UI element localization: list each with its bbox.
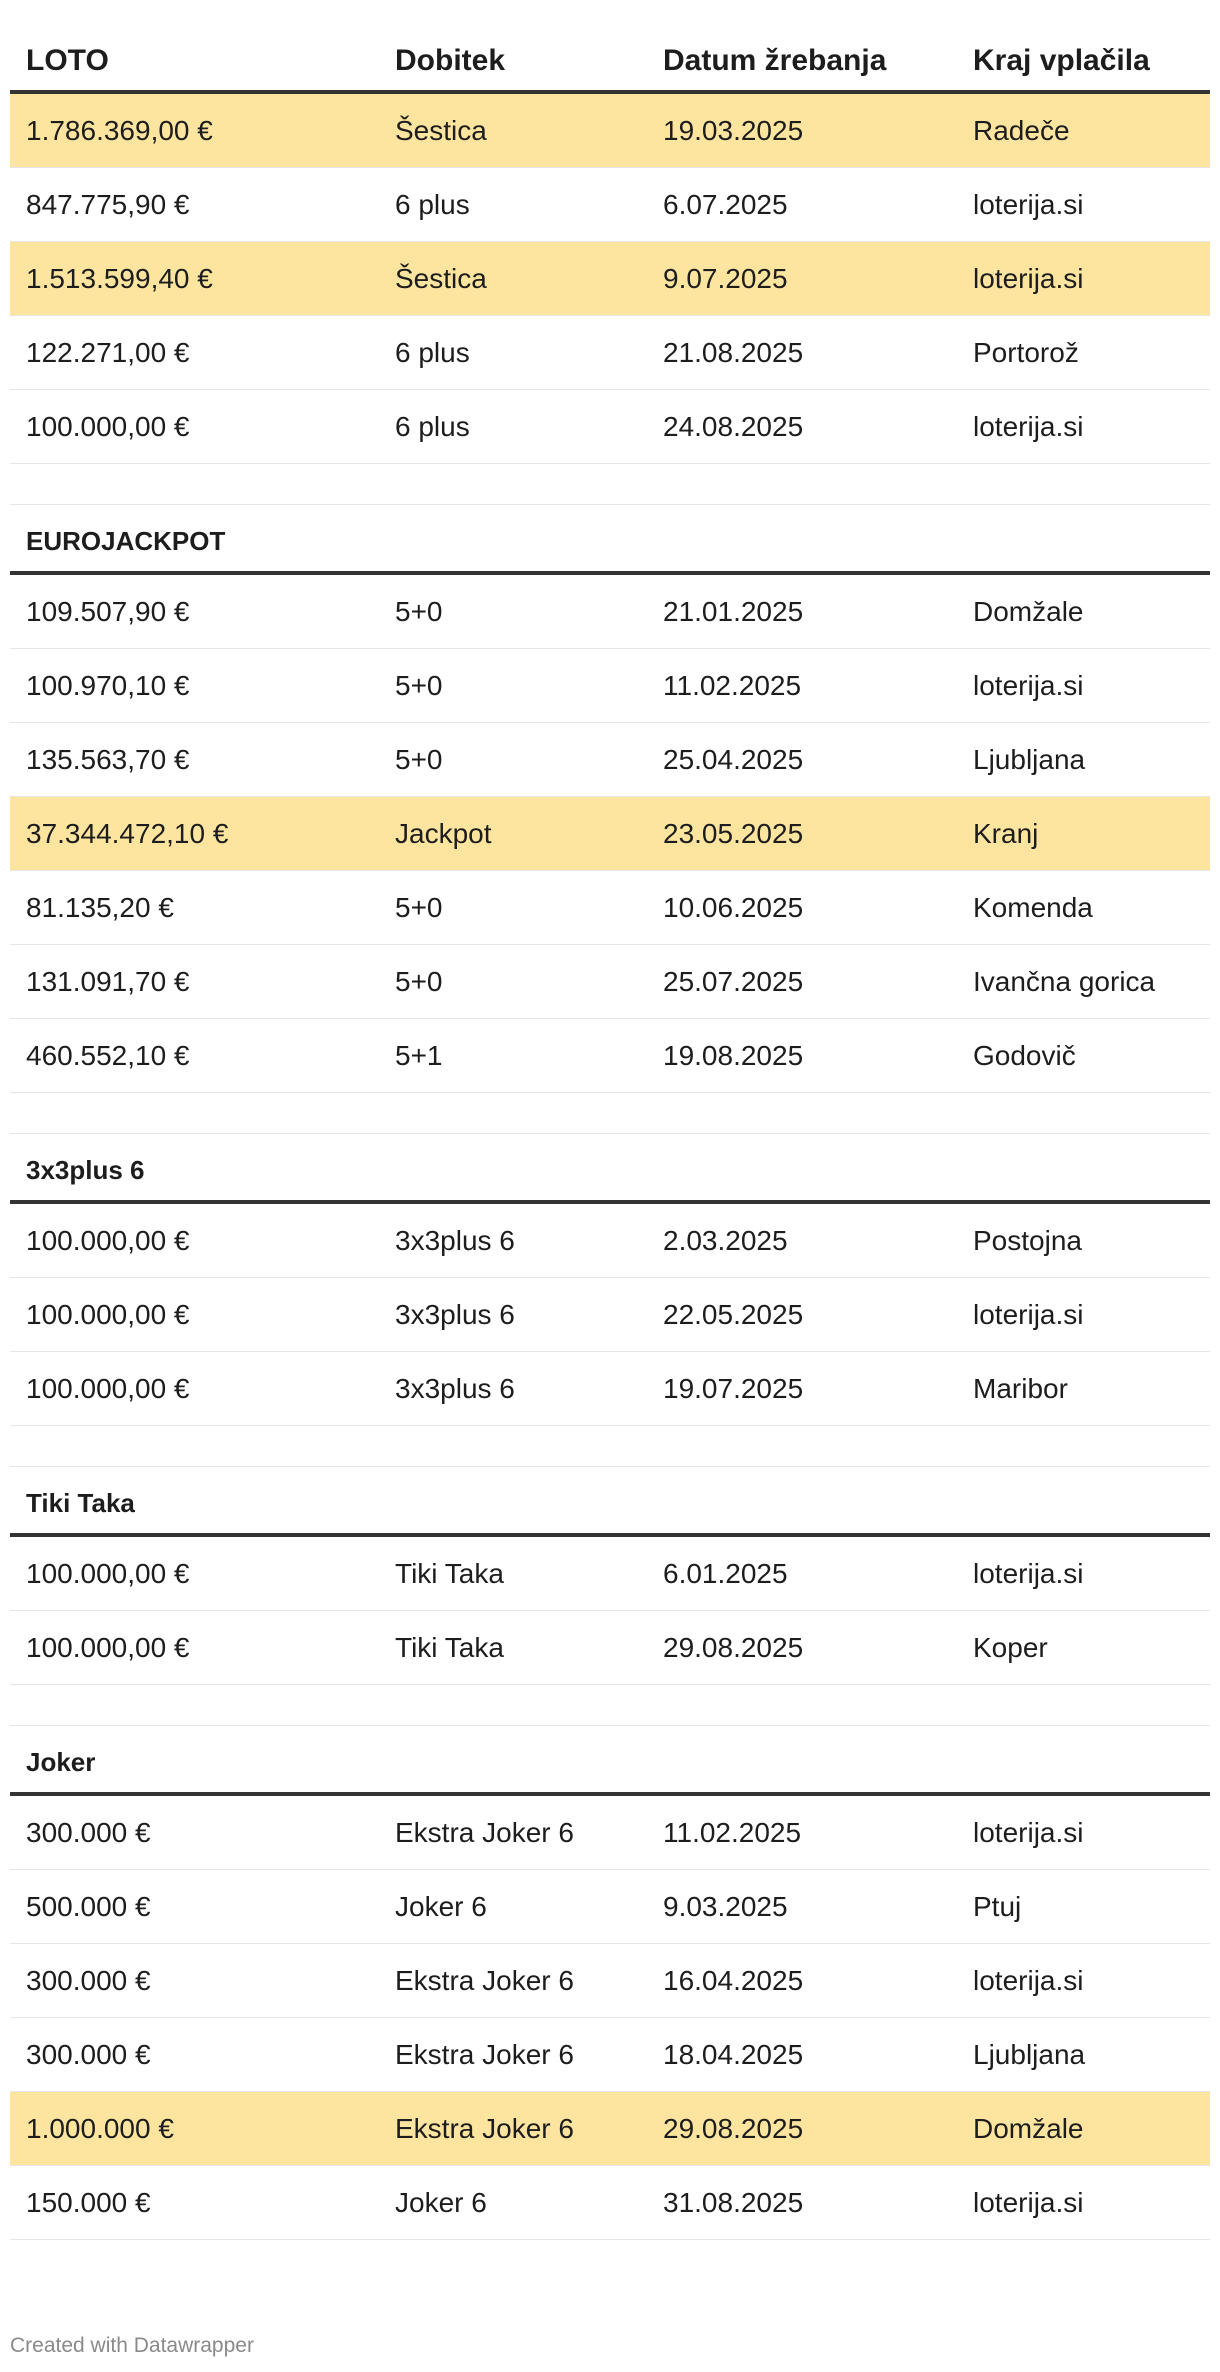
section-spacer xyxy=(10,464,1210,505)
datawrapper-credit: Created with Datawrapper xyxy=(10,2334,254,2357)
row-amount: 300.000 € xyxy=(26,1816,151,1848)
row-amount: 100.000,00 € xyxy=(26,1224,190,1256)
row-draw-date: 11.02.2025 xyxy=(663,1816,802,1848)
section-title: Tiki Taka xyxy=(26,1488,135,1518)
section-spacer xyxy=(10,1093,1210,1134)
row-payment-place: Ljubljana xyxy=(973,743,1086,775)
row-amount: 100.000,00 € xyxy=(26,1557,190,1589)
row-draw-date: 19.07.2025 xyxy=(663,1372,804,1404)
row-prize: Ekstra Joker 6 xyxy=(395,2038,574,2070)
row-prize: 3x3plus 6 xyxy=(395,1372,515,1404)
table-row xyxy=(10,168,1210,242)
column-header-draw-date: Datum žrebanja xyxy=(663,44,887,77)
table-row xyxy=(10,723,1210,797)
row-payment-place: Ljubljana xyxy=(973,2038,1086,2070)
row-draw-date: 18.04.2025 xyxy=(663,2038,804,2070)
row-payment-place: Kranj xyxy=(973,817,1039,849)
row-prize: 3x3plus 6 xyxy=(395,1298,515,1330)
column-header-loto: LOTO xyxy=(26,44,109,77)
section-title: EUROJACKPOT xyxy=(26,526,226,556)
row-draw-date: 19.03.2025 xyxy=(663,114,804,146)
table-row xyxy=(10,1352,1210,1426)
column-header-prize: Dobitek xyxy=(395,44,506,77)
section-header xyxy=(10,1726,1210,1796)
row-draw-date: 21.01.2025 xyxy=(663,595,804,627)
row-prize: 3x3plus 6 xyxy=(395,1224,515,1256)
row-amount: 500.000 € xyxy=(26,1890,151,1922)
table-row xyxy=(10,1611,1210,1685)
row-payment-place: loterija.si xyxy=(973,1816,1084,1848)
row-prize: 5+0 xyxy=(395,743,443,775)
row-prize: Ekstra Joker 6 xyxy=(395,1816,574,1848)
section-title: Joker xyxy=(26,1747,96,1777)
table-row xyxy=(10,1204,1210,1278)
row-prize: Tiki Taka xyxy=(395,1631,504,1663)
row-payment-place: Koper xyxy=(973,1631,1048,1663)
table-row xyxy=(10,871,1210,945)
table-row xyxy=(10,649,1210,723)
row-payment-place: loterija.si xyxy=(973,1298,1084,1330)
row-prize: Tiki Taka xyxy=(395,1557,504,1589)
table-row xyxy=(10,945,1210,1019)
section-header xyxy=(10,1134,1210,1204)
table-row xyxy=(10,575,1210,649)
row-amount: 135.563,70 € xyxy=(26,743,190,775)
row-payment-place: loterija.si xyxy=(973,669,1084,701)
row-draw-date: 22.05.2025 xyxy=(663,1298,804,1330)
winnings-table xyxy=(10,22,1210,2240)
row-draw-date: 25.07.2025 xyxy=(663,965,804,997)
table-body xyxy=(10,94,1210,2240)
row-payment-place: Komenda xyxy=(973,891,1093,923)
row-prize: Šestica xyxy=(395,114,487,146)
section-spacer xyxy=(10,1685,1210,1726)
row-draw-date: 29.08.2025 xyxy=(663,2112,804,2144)
table-header xyxy=(10,22,1210,94)
row-draw-date: 2.03.2025 xyxy=(663,1224,788,1256)
row-amount: 1.000.000 € xyxy=(26,2112,174,2144)
row-draw-date: 6.01.2025 xyxy=(663,1557,788,1589)
row-prize: Joker 6 xyxy=(395,2186,487,2218)
row-amount: 100.970,10 € xyxy=(26,669,190,701)
row-payment-place: loterija.si xyxy=(973,262,1084,294)
row-prize: 6 plus xyxy=(395,336,470,368)
table-row xyxy=(10,390,1210,464)
table-row xyxy=(10,1278,1210,1352)
table-row xyxy=(10,242,1210,316)
row-payment-place: Domžale xyxy=(973,2112,1084,2144)
table-row xyxy=(10,316,1210,390)
section-header xyxy=(10,505,1210,575)
row-payment-place: Postojna xyxy=(973,1224,1082,1256)
row-amount: 100.000,00 € xyxy=(26,1298,190,1330)
row-prize: 6 plus xyxy=(395,410,470,442)
section-header xyxy=(10,1467,1210,1537)
row-amount: 122.271,00 € xyxy=(26,336,190,368)
table-row xyxy=(10,1870,1210,1944)
row-draw-date: 11.02.2025 xyxy=(663,669,802,701)
row-amount: 100.000,00 € xyxy=(26,1631,190,1663)
table-row xyxy=(10,797,1210,871)
row-prize: 5+0 xyxy=(395,965,443,997)
row-amount: 300.000 € xyxy=(26,2038,151,2070)
row-prize: Jackpot xyxy=(395,817,492,849)
table-row xyxy=(10,2092,1210,2166)
row-prize: Šestica xyxy=(395,262,487,294)
row-payment-place: loterija.si xyxy=(973,1557,1084,1589)
column-header-payment-place: Kraj vplačila xyxy=(973,44,1150,77)
row-amount: 109.507,90 € xyxy=(26,595,190,627)
row-payment-place: Domžale xyxy=(973,595,1084,627)
table-row xyxy=(10,1019,1210,1093)
row-draw-date: 25.04.2025 xyxy=(663,743,804,775)
row-draw-date: 31.08.2025 xyxy=(663,2186,804,2218)
row-amount: 100.000,00 € xyxy=(26,410,190,442)
row-draw-date: 9.07.2025 xyxy=(663,262,788,294)
row-prize: 5+0 xyxy=(395,595,443,627)
row-payment-place: Godovič xyxy=(973,1039,1076,1071)
row-prize: 5+1 xyxy=(395,1039,443,1071)
row-payment-place: Ivančna gorica xyxy=(973,965,1156,997)
row-prize: 5+0 xyxy=(395,891,443,923)
table-row xyxy=(10,1944,1210,2018)
row-amount: 1.513.599,40 € xyxy=(26,262,213,294)
row-payment-place: Portorož xyxy=(973,336,1079,368)
row-prize: Joker 6 xyxy=(395,1890,487,1922)
table-row xyxy=(10,2166,1210,2240)
table-row xyxy=(10,2018,1210,2092)
row-amount: 847.775,90 € xyxy=(26,188,190,220)
row-payment-place: loterija.si xyxy=(973,2186,1084,2218)
section-spacer xyxy=(10,1426,1210,1467)
row-draw-date: 19.08.2025 xyxy=(663,1039,804,1071)
row-amount: 37.344.472,10 € xyxy=(26,817,229,849)
row-amount: 300.000 € xyxy=(26,1964,151,1996)
table-row xyxy=(10,1537,1210,1611)
row-prize: Ekstra Joker 6 xyxy=(395,2112,574,2144)
row-amount: 81.135,20 € xyxy=(26,891,174,923)
row-draw-date: 6.07.2025 xyxy=(663,188,788,220)
row-draw-date: 29.08.2025 xyxy=(663,1631,804,1663)
row-payment-place: loterija.si xyxy=(973,188,1084,220)
row-prize: 6 plus xyxy=(395,188,470,220)
row-prize: Ekstra Joker 6 xyxy=(395,1964,574,1996)
row-payment-place: Ptuj xyxy=(973,1890,1022,1922)
row-payment-place: Maribor xyxy=(973,1372,1068,1404)
row-draw-date: 9.03.2025 xyxy=(663,1890,788,1922)
table-row xyxy=(10,1796,1210,1870)
row-draw-date: 24.08.2025 xyxy=(663,410,804,442)
row-amount: 460.552,10 € xyxy=(26,1039,190,1071)
row-amount: 100.000,00 € xyxy=(26,1372,190,1404)
row-amount: 150.000 € xyxy=(26,2186,151,2218)
row-prize: 5+0 xyxy=(395,669,443,701)
row-draw-date: 10.06.2025 xyxy=(663,891,804,923)
row-draw-date: 23.05.2025 xyxy=(663,817,804,849)
row-payment-place: loterija.si xyxy=(973,1964,1084,1996)
row-payment-place: Radeče xyxy=(973,114,1070,146)
row-draw-date: 16.04.2025 xyxy=(663,1964,804,1996)
section-title: 3x3plus 6 xyxy=(26,1155,145,1185)
row-payment-place: loterija.si xyxy=(973,410,1084,442)
row-draw-date: 21.08.2025 xyxy=(663,336,804,368)
table-row xyxy=(10,94,1210,168)
row-amount: 1.786.369,00 € xyxy=(26,114,213,146)
row-amount: 131.091,70 € xyxy=(26,965,190,997)
